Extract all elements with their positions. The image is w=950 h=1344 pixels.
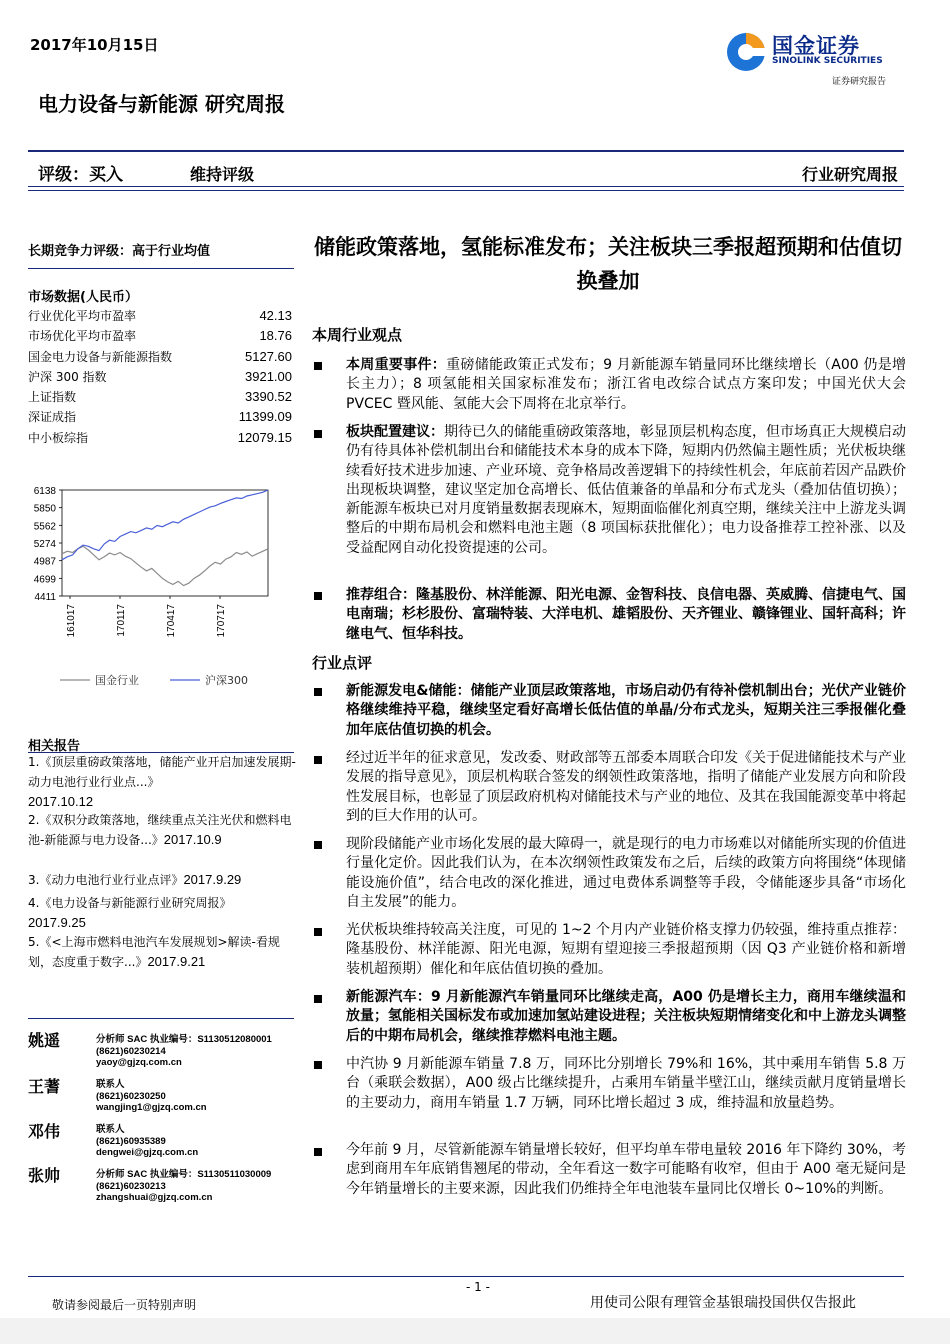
left-divider (28, 268, 294, 269)
chart-y-tick-label: 6138 (33, 486, 56, 497)
paragraph-text: 隆基股份、林洋能源、阳光电源、金智科技、良信电器、英威腾、信捷电气、国电南瑞；杉杉股份、富瑞特装、大洋电机、雄韬股份、天齐锂业、赣锋锂业、国轩高科；许继电气、恒华科技。 (346, 587, 906, 642)
index-line-chart (28, 476, 298, 696)
logo-text-en: SINOLINK SECURITIES (772, 56, 883, 66)
market-value: 11399.09 (238, 409, 292, 425)
bullet-icon (314, 688, 322, 696)
market-label: 市场优化平均市盈率 (28, 329, 137, 344)
analyst-contact (96, 1079, 207, 1114)
analyst-name: 邓伟 (28, 1122, 61, 1141)
market-data-title: 市场数据(人民币） (28, 290, 138, 305)
market-row (28, 428, 292, 448)
chart-y-tick-label: 5850 (33, 503, 56, 515)
market-label: 沪深 300 指数 (28, 369, 107, 384)
market-value: 18.76 (259, 328, 292, 344)
analyst-sac: 分析师 SAC 执业编号：S1130511030009 (96, 1169, 272, 1180)
rating-divider-bottom (28, 190, 904, 191)
bullet-icon (314, 592, 322, 600)
related-report-title: 1.《顶层重磅政策落地，储能产业开启加速发展期-动力电池行业行业点...》 (28, 755, 296, 789)
paragraph-label: 本周重要事件： (346, 357, 447, 373)
bullet-icon (314, 841, 322, 849)
market-row (28, 306, 292, 326)
related-report-item[interactable] (28, 870, 300, 890)
market-value: 42.13 (259, 308, 292, 323)
competitiveness-rating: 长期竞争力评级：高于行业均值 (28, 244, 211, 259)
paragraph-label: 新能源发电&储能： (346, 683, 471, 699)
analyst-contact (96, 1034, 272, 1069)
paragraph-battery: 今年前 9 月，尽管新能源车销量增长较好，但平均单车带电量较 2016 年下降约 30%，考虑到商用车年底销售翘尾的带动，全年看这一数字可能略有收窄，但由于 A00 毫无疑问是今年销量增长的主要来源，因此我们仍维持全年电池装车量同比仅增长 0~10%的判断。 (346, 1142, 906, 1197)
paragraph-nev-sales: 中汽协 9 月新能源车销量 7.8 万，同环比分别增长 79%和 16%，其中乘用车销售 5.8 万台（乘联会数据），A00 级占比继续提升，占乘用车销量半壁江山，继续贡献月度销量增长的主要动力，商用车销量 1.7 万辆，同环比增长超过 3 成，维持温和放量趋势。 (346, 1056, 906, 1111)
section-title-weekly-view: 本周行业观点 (312, 326, 403, 344)
paragraph-text: 期待已久的储能重磅政策落地，彰显顶层机构态度，但市场真正大规模启动仍有待具体补偿机制出台和储能技术本身的成本下降，短期内仍然偏主题性质；光伏板块继续看好技术进步加速、产业环境、竞争格局改善逻辑下的持续性机会，年底前若因产品跌价出现板块调整，建议坚定加仓高增长、低估值兼备的单晶和分布式龙头（叠加估值切换）；新能源车板块已对月度销量数据表现麻木，短期面临催化剂真空期，继续关注中上游龙头调整后的中期布局机会和燃料电池主题（8 项国标获批催化）；电力设备推荐工控补涨、以及受益配网自动化投资提速的公司。 (346, 424, 906, 556)
related-report-title: 3.《动力电池行业行业点评》 (28, 873, 184, 887)
footer-divider (28, 1276, 904, 1277)
chart-legend-label-hs300: 沪深300 (205, 674, 248, 687)
chart-y-tick-label: 5274 (33, 539, 56, 550)
paragraph-key-events (346, 356, 906, 414)
chart-y-tick-label: 4987 (33, 556, 56, 568)
chart-y-tick-label: 4411 (34, 592, 56, 603)
analyst-email[interactable]: wangjing1@gjzq.com.cn (96, 1102, 207, 1113)
related-report-item[interactable] (28, 752, 300, 812)
related-report-date: 2017.9.25 (28, 915, 86, 930)
bullet-icon (314, 362, 322, 370)
bullet-icon (314, 1061, 322, 1069)
paragraph-label: 新能源汽车： (346, 989, 432, 1005)
analyst-contact (96, 1169, 271, 1204)
paragraph-text: 9 月新能源汽车销量同环比继续走高，A00 仍是增长主力，商用车继续温和放量；氢能相关国标发布或加速加氢站建设进程；关注板块短期情绪变化和中上游龙头调整后的中期布局机会，继续推荐燃料电池主题。 (346, 989, 907, 1044)
sinolink-logo-icon (724, 30, 770, 74)
paragraph-nev (346, 988, 906, 1046)
analyst-name: 王蓍 (28, 1077, 61, 1096)
bullet-icon (314, 430, 322, 438)
market-value: 12079.15 (237, 429, 292, 445)
paragraph-pv: 光伏板块维持较高关注度，可见的 1~2 个月内产业链价格支撑力仍较强，维持重点推荐：隆基股份、林洋能源、阳光电源，短期有望迎接三季报超预期（因 Q3 产业链价格和新增装机超预期）催化和年底估值切换的叠加。 (346, 922, 906, 977)
related-report-date: 2017.9.29 (183, 872, 242, 887)
chart-x-tick-label: 170717 (216, 604, 227, 638)
rating-maintain: 维持评级 (190, 165, 255, 184)
footer-disclaimer: 敬请参阅最后一页特别声明 (52, 1298, 197, 1312)
market-label: 深证成指 (28, 410, 77, 425)
related-report-item[interactable] (28, 810, 300, 850)
paragraph-text: 储能产业顶层政策落地，市场启动仍有待补偿机制出台；光伏产业链价格继续维持平稳，继续坚定看好高增长低估值的单晶/分布式龙头，短期关注三季报催化叠加年底估值切换的机会。 (346, 683, 906, 738)
market-label: 国金电力设备与新能源指数 (28, 349, 173, 364)
related-report-item[interactable] (28, 893, 300, 933)
analyst-phone: (8621)60230213 (96, 1180, 166, 1192)
paragraph-storage-market: 现阶段储能产业市场化发展的最大障碍一，就是现行的电力市场难以对储能所实现的价值进行量化定价。因此我们认为，在本次纲领性政策发布之后，后续的政策方向将围绕“体现储能设施价值”，结合电改的深化推进，通过电费体系调整等手段，令储能逐步具备“市场化自主发展”的能力。 (346, 836, 906, 910)
paragraph-text: 重磅储能政策正式发布；9 月新能源车销量同环比继续增长（A00 仍是增长主力）；8 项氢能相关国家标准发布；浙江省电改综合试点方案印发；中国光伏大会 PVCEC 暨风能、氢能大会下周将在北京举行。 (346, 357, 907, 412)
rating: 评级：买入 (38, 165, 123, 185)
chart-series-industry (62, 546, 268, 585)
market-label: 中小板综指 (28, 430, 89, 445)
paragraph-label: 推荐组合： (346, 587, 416, 603)
related-report-item[interactable] (28, 932, 300, 972)
related-report-date: 2017.10.9 (163, 832, 222, 847)
analyst-email[interactable]: zhangshuai@gjzq.com.cn (96, 1192, 213, 1203)
analyst-phone: (8621)60230214 (96, 1045, 166, 1057)
report-headline: 储能政策落地，氢能标准发布；关注板块三季报超预期和估值切换叠加 (314, 235, 902, 293)
paragraph-label: 板块配置建议： (346, 424, 444, 440)
market-row (28, 347, 292, 367)
rating-divider-top (28, 186, 904, 187)
report-series-title: 电力设备与新能源 研究周报 (38, 92, 285, 116)
footer-notice: 用使司公限有理管金基银瑞投国供仅告报此 (590, 1295, 856, 1311)
section-title-comments: 行业点评 (312, 654, 373, 672)
chart-y-tick-label: 4699 (33, 574, 56, 586)
paragraph-storage-policy: 经过近半年的征求意见，发改委、财政部等五部委本周联合印发《关于促进储能技术与产业发展的指导意见》，顶层机构联合签发的纲领性政策落地，指明了储能产业发展方向和阶段性发展目标，也彰显了顶层政府机构对储能技术与产业的地位、及其在我国能源变革中将起到的巨大作用的认可。 (346, 750, 906, 824)
chart-x-tick-label: 170417 (166, 604, 177, 638)
header-divider (28, 150, 904, 152)
market-row (28, 326, 292, 346)
chart-series-hs300 (62, 490, 268, 560)
related-reports-title: 相关报告 (28, 739, 81, 754)
related-report-title: 4.《电力设备与新能源行业研究周报》 (28, 896, 232, 910)
analyst-role: 联系人 (96, 1079, 125, 1090)
market-value: 5127.60 (245, 348, 292, 364)
analyst-email[interactable]: yaoy@gjzq.com.cn (96, 1057, 182, 1068)
bullet-icon (314, 995, 322, 1003)
related-report-date: 2017.9.21 (147, 954, 206, 969)
chart-y-tick-label: 5562 (33, 521, 56, 533)
market-row (28, 407, 292, 427)
market-row (28, 387, 292, 407)
related-report-date: 2017.10.12 (28, 794, 94, 809)
analyst-phone: (8621)60935389 (96, 1135, 166, 1147)
market-value: 3921.00 (245, 368, 292, 384)
analyst-name: 张帅 (28, 1166, 61, 1185)
analyst-phone: (8621)60230250 (96, 1090, 166, 1102)
logo-text-cn: 国金证券 (772, 34, 860, 58)
analyst-contact (96, 1124, 198, 1159)
analyst-email[interactable]: dengwei@gjzq.com.cn (96, 1147, 199, 1158)
analyst-sac: 分析师 SAC 执业编号：S1130512080001 (96, 1034, 272, 1045)
chart-legend-label-industry: 国金行业 (95, 674, 139, 687)
page-number: - 1 - (466, 1280, 490, 1294)
related-report-title: 5.《<上海市燃料电池汽车发展规划>解读-看规划，态度重于数字...》 (28, 935, 280, 969)
paragraph-allocation (346, 423, 906, 558)
market-row (28, 367, 292, 387)
related-report-title: 2.《双积分政策落地，继续重点关注光伏和燃料电池-新能源与电力设备...》 (28, 813, 292, 847)
report-date: 2017年10月15日 (30, 36, 159, 54)
footer-band (0, 1318, 950, 1344)
bullet-icon (314, 756, 322, 764)
paragraph-portfolio (346, 586, 906, 644)
bullet-icon (314, 928, 322, 936)
market-label: 行业优化平均市盈率 (28, 309, 137, 323)
market-value: 3390.52 (245, 389, 292, 405)
bullet-icon (314, 1148, 322, 1156)
paragraph-power-storage (346, 682, 906, 740)
chart-x-tick-label: 161017 (66, 604, 77, 638)
report-type: 行业研究周报 (801, 165, 898, 184)
analyst-role: 联系人 (96, 1124, 125, 1135)
analyst-name: 姚遥 (28, 1031, 61, 1050)
analysts-divider (28, 1018, 294, 1019)
market-data-table (28, 306, 292, 448)
logo-subtitle: 证券研究报告 (832, 77, 887, 87)
chart-x-tick-label: 170117 (116, 604, 127, 637)
market-label: 上证指数 (28, 390, 77, 405)
